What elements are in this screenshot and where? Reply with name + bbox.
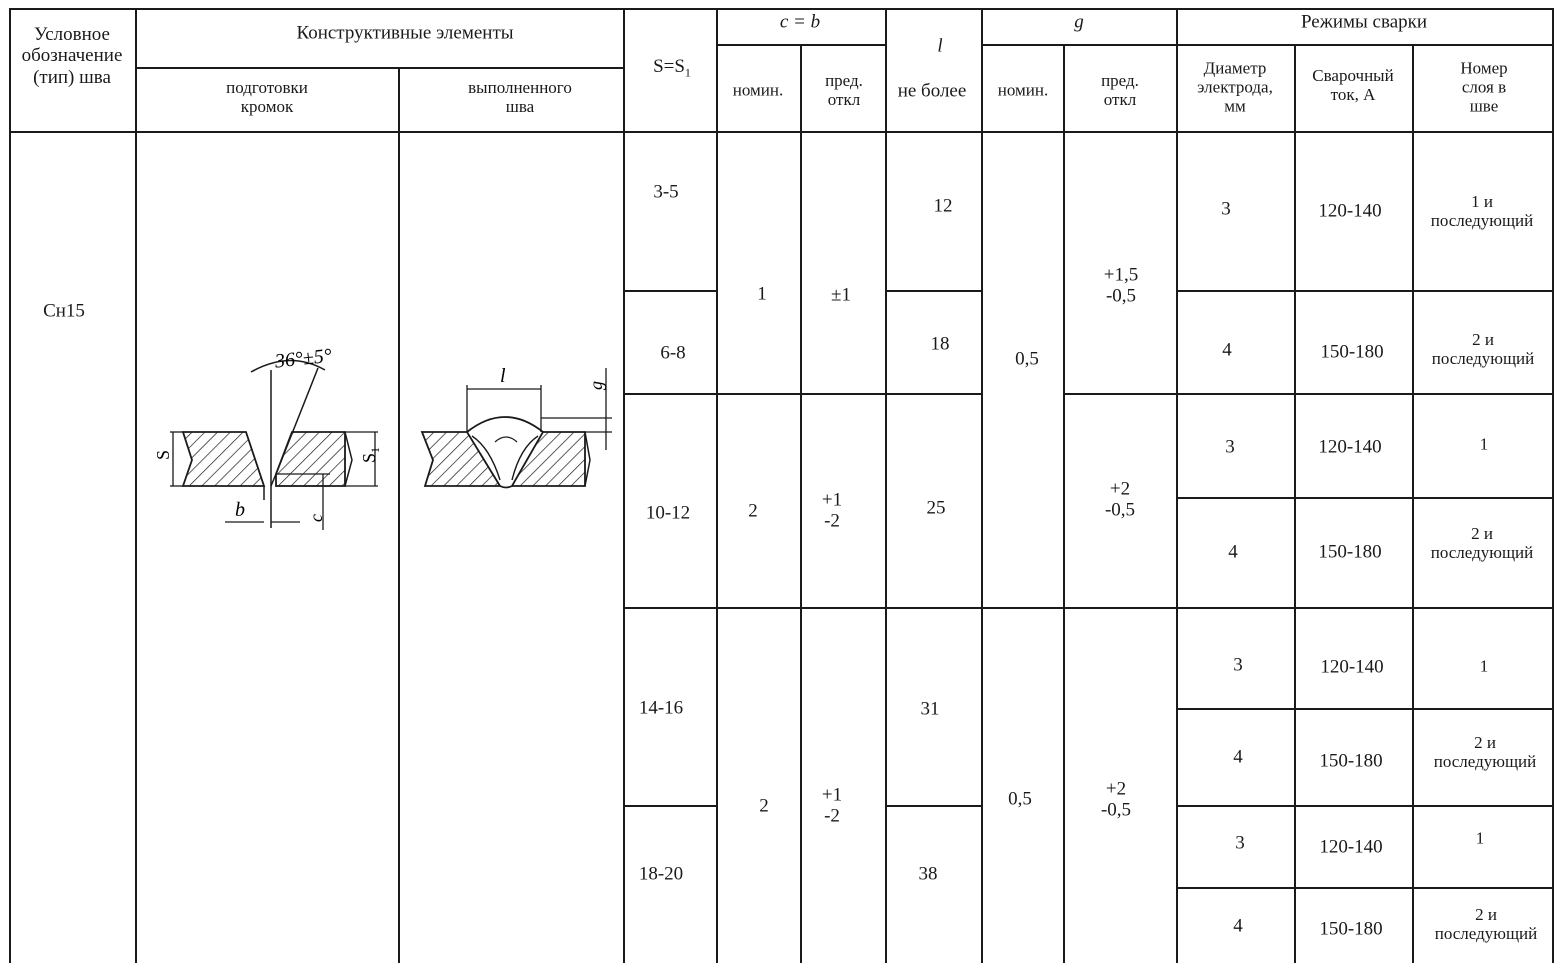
l-cell: 12 <box>933 195 953 217</box>
g-label: g <box>586 381 606 390</box>
layer-cell: 1 и последующий <box>1430 191 1534 230</box>
row-line-1b <box>885 290 983 292</box>
row-line-6 <box>623 805 718 807</box>
header-finished-weld: выполненного шва <box>468 77 572 116</box>
layer-cell: 1 <box>1475 828 1485 848</box>
l-label: l <box>500 365 506 387</box>
base-plate-left <box>183 432 264 486</box>
header-designation: Условное обозначение (тип) шва <box>21 24 123 88</box>
row-line-2b <box>1063 393 1554 395</box>
g-tolerance-cell: +2 -0,5 <box>1104 478 1136 521</box>
header-welding-modes: Режимы сварки <box>1300 11 1428 33</box>
s-label: S <box>153 449 173 460</box>
col-line-2 <box>398 67 400 963</box>
row-line-4 <box>623 607 1554 609</box>
thickness-cell: 3-5 <box>653 181 679 203</box>
l-cell: 18 <box>930 333 950 355</box>
electrode-diameter-cell: 3 <box>1235 832 1245 854</box>
col-line-8 <box>1063 44 1065 963</box>
header-electrode-diameter: Диаметр электрода, мм <box>1197 58 1273 116</box>
g-nominal-cell: 0,5 <box>1008 788 1032 810</box>
current-cell: 150-180 <box>1318 541 1382 563</box>
header-not-more: не более <box>897 80 967 102</box>
current-cell: 150-180 <box>1319 918 1383 940</box>
table-border-right <box>1552 8 1554 963</box>
thickness-cell: 18-20 <box>638 863 684 885</box>
thickness-cell: 10-12 <box>645 502 691 524</box>
row-line-2 <box>623 393 983 395</box>
thickness-cell: 6-8 <box>660 342 686 364</box>
c-label: c <box>306 514 326 522</box>
header-c-eq-b: c = b <box>779 11 821 33</box>
g-tolerance-cell: +1,5 -0,5 <box>1103 264 1139 307</box>
electrode-diameter-cell: 4 <box>1228 541 1238 563</box>
layer-cell: 2 и последующий <box>1433 732 1537 771</box>
col-line-11 <box>1412 44 1414 963</box>
c-tolerance-cell: +1 -2 <box>821 489 843 532</box>
table-border-top <box>9 8 1554 10</box>
layer-cell: 2 и последующий <box>1430 523 1534 562</box>
row-line-1 <box>623 290 718 292</box>
header-welding-current: Сварочный ток, А <box>1312 65 1394 104</box>
angle-label: 36°±5° <box>273 344 333 373</box>
header-design-elements: Конструктивные элементы <box>296 22 514 44</box>
col-line-7 <box>981 8 983 963</box>
l-cell: 38 <box>918 863 938 885</box>
l-cell: 31 <box>920 698 940 720</box>
c-tolerance-cell: ±1 <box>831 284 851 306</box>
header-g-symbol: g <box>1074 11 1084 33</box>
row-line-3 <box>1176 497 1554 499</box>
layer-cell: 1 <box>1479 434 1489 454</box>
header-g-tolerance: пред. откл <box>1101 70 1139 109</box>
row-line-6c <box>1176 805 1554 807</box>
header-sub-divider-g <box>982 44 1178 46</box>
electrode-diameter-cell: 4 <box>1233 915 1243 937</box>
header-c-tolerance: пред. откл <box>825 70 863 109</box>
col-line-6 <box>885 8 887 963</box>
electrode-diameter-cell: 3 <box>1233 654 1243 676</box>
layer-cell: 1 <box>1479 656 1489 676</box>
current-cell: 120-140 <box>1320 656 1384 678</box>
electrode-diameter-cell: 3 <box>1221 198 1231 220</box>
c-nominal-cell: 2 <box>759 795 769 817</box>
current-cell: 150-180 <box>1320 341 1384 363</box>
electrode-diameter-cell: 4 <box>1233 746 1243 768</box>
col-line-9 <box>1176 8 1178 963</box>
col-line-10 <box>1294 44 1296 963</box>
col-line-3 <box>623 8 625 963</box>
weld-type: Сн15 <box>43 300 85 322</box>
row-line-6b <box>885 805 983 807</box>
g-nominal-cell: 0,5 <box>1015 348 1039 370</box>
row-line-5 <box>1176 708 1554 710</box>
col-line-5 <box>800 44 802 963</box>
electrode-diameter-cell: 4 <box>1222 339 1232 361</box>
g-tolerance-cell: +2 -0,5 <box>1100 778 1132 821</box>
row-line-7 <box>1176 887 1554 889</box>
c-tolerance-cell: +1 -2 <box>821 784 843 827</box>
electrode-diameter-cell: 3 <box>1225 436 1235 458</box>
header-divider <box>9 131 1554 133</box>
current-cell: 120-140 <box>1319 836 1383 858</box>
header-sub-divider-modes <box>1176 44 1554 46</box>
current-cell: 120-140 <box>1318 436 1382 458</box>
base-plate-right <box>276 432 352 486</box>
finished-weld-drawing <box>400 360 622 500</box>
c-nominal-cell: 1 <box>757 283 767 305</box>
b-label: b <box>235 499 245 521</box>
row-line-1c <box>1176 290 1554 292</box>
edge-preparation-drawing <box>137 330 397 540</box>
header-sub-divider-design <box>135 67 624 69</box>
c-nominal-cell: 2 <box>748 500 758 522</box>
header-g-nominal: номин. <box>997 80 1049 100</box>
layer-cell: 2 и последующий <box>1431 329 1535 368</box>
table-border-left <box>9 8 11 963</box>
l-cell: 25 <box>926 497 946 519</box>
header-l-symbol: l <box>937 35 943 57</box>
s1-label: $S_1$ <box>359 446 382 463</box>
header-edge-preparation: подготовки кромок <box>226 77 308 116</box>
header-layer-number: Номер слоя в шве <box>1460 58 1508 116</box>
layer-cell: 2 и последующий <box>1434 904 1538 943</box>
header-c-nominal: номин. <box>732 80 784 100</box>
thickness-cell: 14-16 <box>638 697 684 719</box>
col-line-4 <box>716 8 718 963</box>
header-thickness: $S=S_1$ <box>653 55 691 80</box>
current-cell: 150-180 <box>1319 750 1383 772</box>
current-cell: 120-140 <box>1318 200 1382 222</box>
